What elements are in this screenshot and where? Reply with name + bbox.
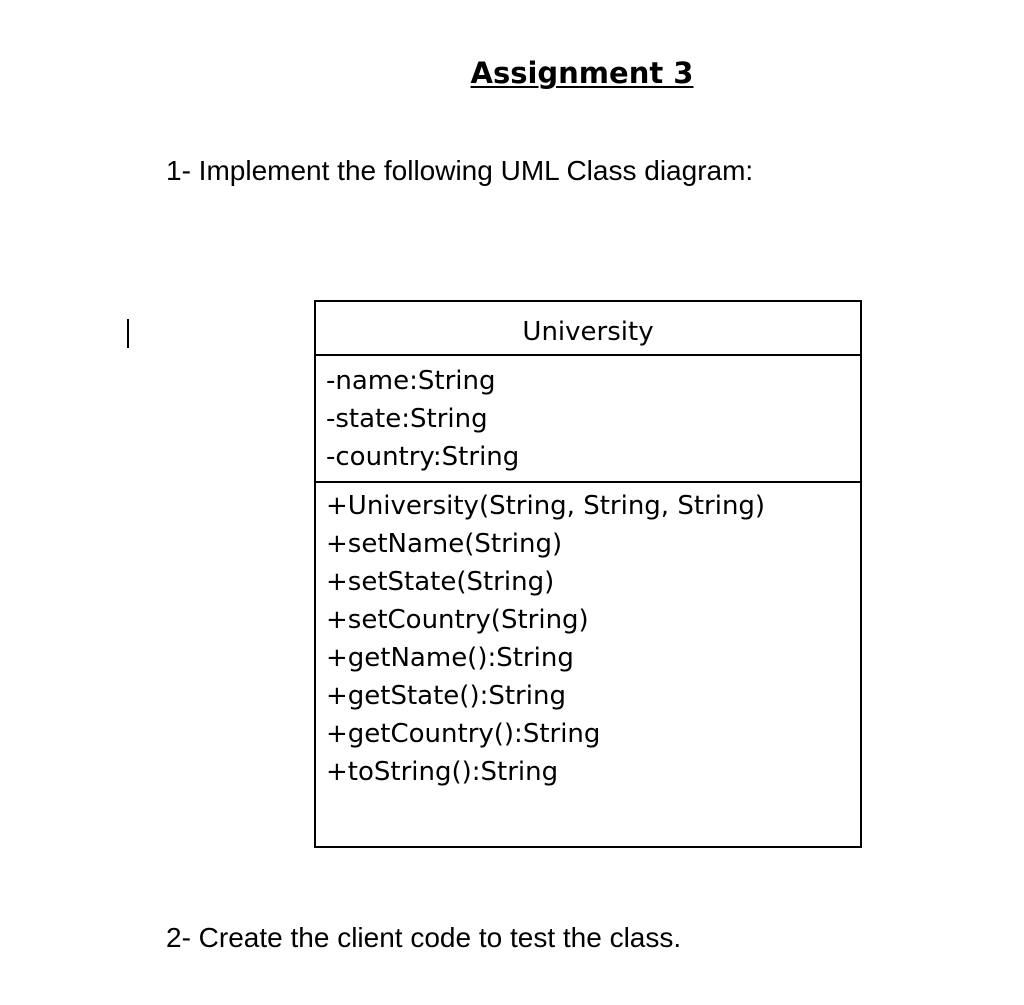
- uml-class-box: [314, 300, 862, 848]
- uml-attribute: -name:String: [326, 366, 496, 396]
- uml-operation: +setName(String): [326, 529, 563, 559]
- uml-operation: +University(String, String, String): [326, 491, 766, 521]
- text-cursor: [127, 319, 129, 348]
- uml-attribute: -state:String: [326, 404, 488, 434]
- uml-operation: +setCountry(String): [326, 605, 589, 635]
- question-2: 2- Create the client code to test the class.: [166, 922, 682, 953]
- uml-operation: +getCountry():String: [326, 719, 601, 749]
- uml-operation: +toString():String: [326, 757, 559, 787]
- uml-class-name: University: [316, 302, 860, 356]
- assignment-title: Assignment 3: [470, 56, 694, 90]
- uml-operation: +getName():String: [326, 643, 574, 673]
- uml-attributes-section: [316, 356, 860, 483]
- uml-operations-section: [316, 483, 860, 791]
- uml-attribute: -country:String: [326, 442, 520, 472]
- uml-operation: +getState():String: [326, 681, 566, 711]
- uml-operation: +setState(String): [326, 567, 555, 597]
- question-1: 1- Implement the following UML Class diagram:: [166, 155, 754, 186]
